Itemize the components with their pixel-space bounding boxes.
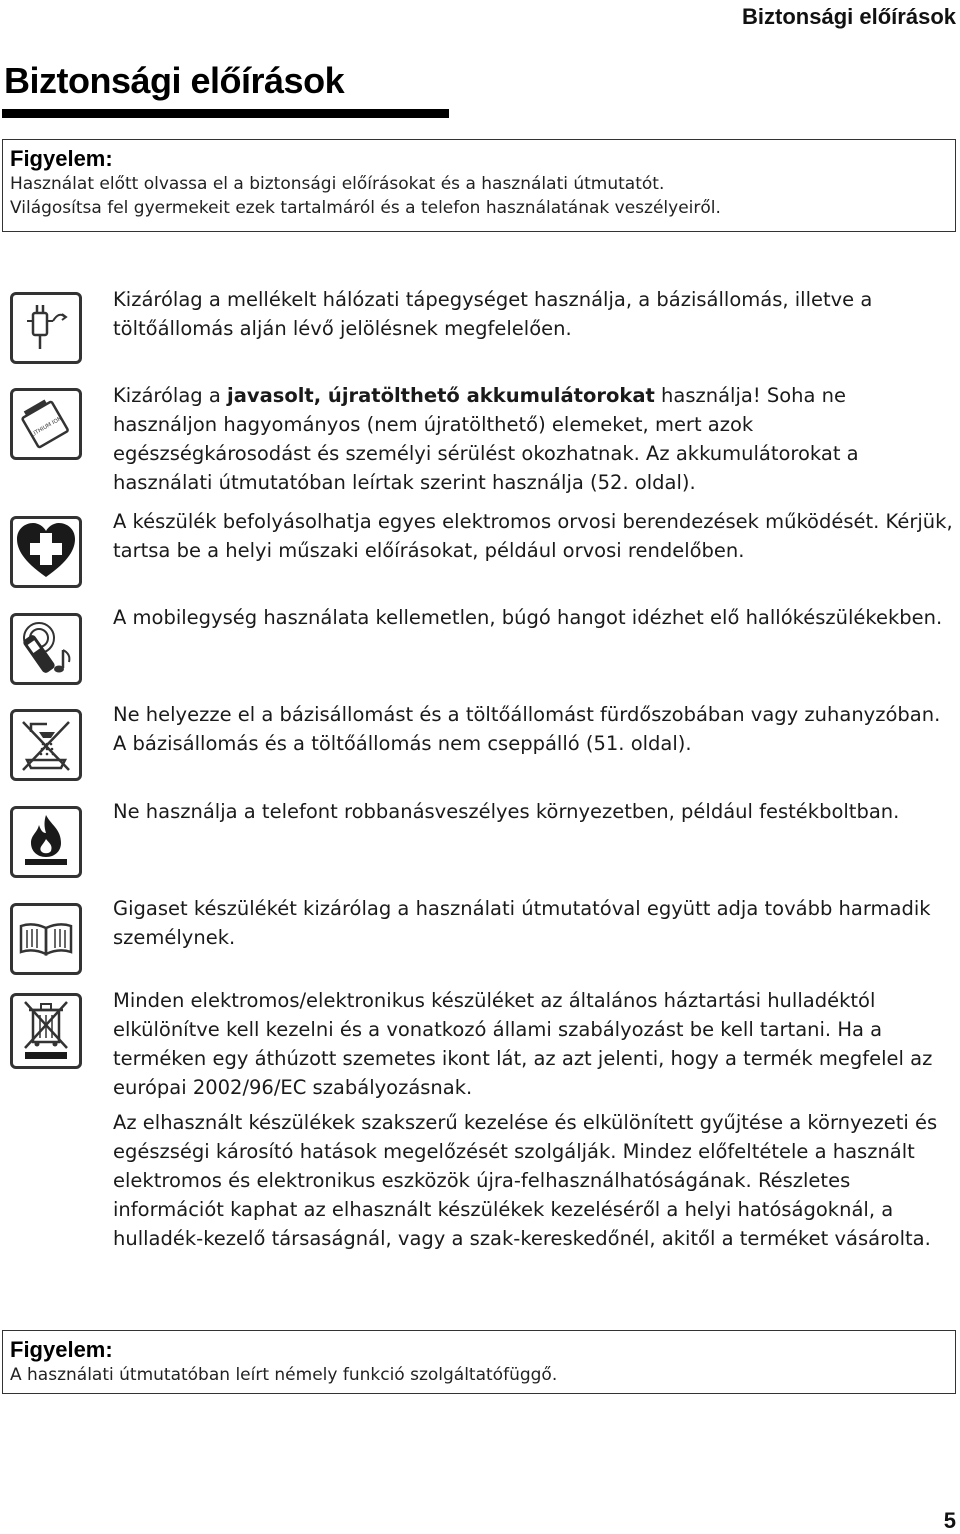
notice-line: Használat előtt olvassa el a biztonsági előírásokat és a használati útmutatót. <box>10 174 665 194</box>
notice-box-top <box>2 139 956 232</box>
battery-text-prefix: Kizárólag a <box>113 384 228 407</box>
notice-title: Figyelem: <box>10 1337 113 1362</box>
title-rule <box>2 109 449 118</box>
medical-text: A készülék befolyásolhatja egyes elektromos orvosi berendezések működését. Kérjük, tartsa be a helyi műszaki előírásokat, például orvosi rendelőben. <box>113 510 953 562</box>
notice-line: Világosítsa fel gyermekeit ezek tartalmáról és a telefon használatának veszélyeiről. <box>10 198 721 218</box>
page-title: Biztonsági előírások <box>4 60 345 101</box>
flame-icon <box>10 806 82 878</box>
disposal-text-1: Minden elektromos/elektronikus készüléket az általános háztartási hulladéktól elkülönítve kell kezelni és a vonatkozó állami szabályozást be kell tartani. Ha a terméken egy áthúzott szemetes ikont lát, az azt jelenti, hogy a termék megfelel az európai 2002/96/EC szabályozásnak. <box>113 989 933 1099</box>
power-supply-text: Kizárólag a mellékelt hálózati tápegységet használja, a bázisállomás, illetve a töltőállomás alján lévő jelölésnek megfelelően. <box>113 288 873 340</box>
page-number: 5 <box>943 1508 956 1533</box>
hearing-aid-phone-icon <box>10 613 82 685</box>
notice-box-bottom <box>2 1330 956 1394</box>
handover-text: Gigaset készülékét kizárólag a használati útmutatóval együtt adja tovább harmadik személynek. <box>113 897 931 949</box>
running-header: Biztonsági előírások <box>742 4 956 29</box>
water-text: Ne helyezze el a bázisállomást és a töltőállomást fürdőszobában vagy zuhanyzóban. A bázisállomás és a töltőállomás nem cseppálló (51. oldal). <box>113 703 941 755</box>
heart-cross-icon <box>10 516 82 588</box>
explosion-text: Ne használja a telefont robbanásveszélyes környezetben, például festékboltban. <box>113 800 900 823</box>
battery-label: LITHIUM ION <box>30 415 64 439</box>
power-plug-icon <box>10 292 82 364</box>
battery-text-bold: javasolt, újratölthető akkumulátorokat <box>227 384 655 407</box>
battery-text-suffix: használja! Soha ne használjon hagyományos (nem újratölthető) elemeket, mert azok egészségkárosodást és személyi sérülést okozhatnak. Az akkumulátorokat a használati útmutatóban leírtak szerint használja (52. oldal). <box>113 384 859 494</box>
crossed-bin-icon <box>10 993 82 1069</box>
no-shower-icon <box>10 709 82 781</box>
notice-line: A használati útmutatóban leírt némely funkció szolgáltatófüggő. <box>10 1365 558 1385</box>
lithium-battery-icon <box>10 388 82 460</box>
battery-text <box>113 381 955 497</box>
hearing-aid-text: A mobilegység használata kellemetlen, búgó hangot idézhet elő hallókészülékekben. <box>113 606 943 629</box>
open-book-icon <box>10 903 82 975</box>
disposal-text-2: Az elhasznált készülékek szakszerű kezelése és elkülönített gyűjtése a környezeti és egészségi károsító hatások megelőzését szolgálják. Mindez előfeltétele a használt elektromos és elektronikus eszközök újra-felhasználhatóságának. Részletes információt kaphat az elhasznált készülékek kezeléséről a helyi hatóságoknál, a hulladék-kezelő társaságnál, vagy a szak-kereskedőnél, akitől a terméket vásárolta. <box>113 1111 938 1250</box>
notice-title: Figyelem: <box>10 146 113 171</box>
